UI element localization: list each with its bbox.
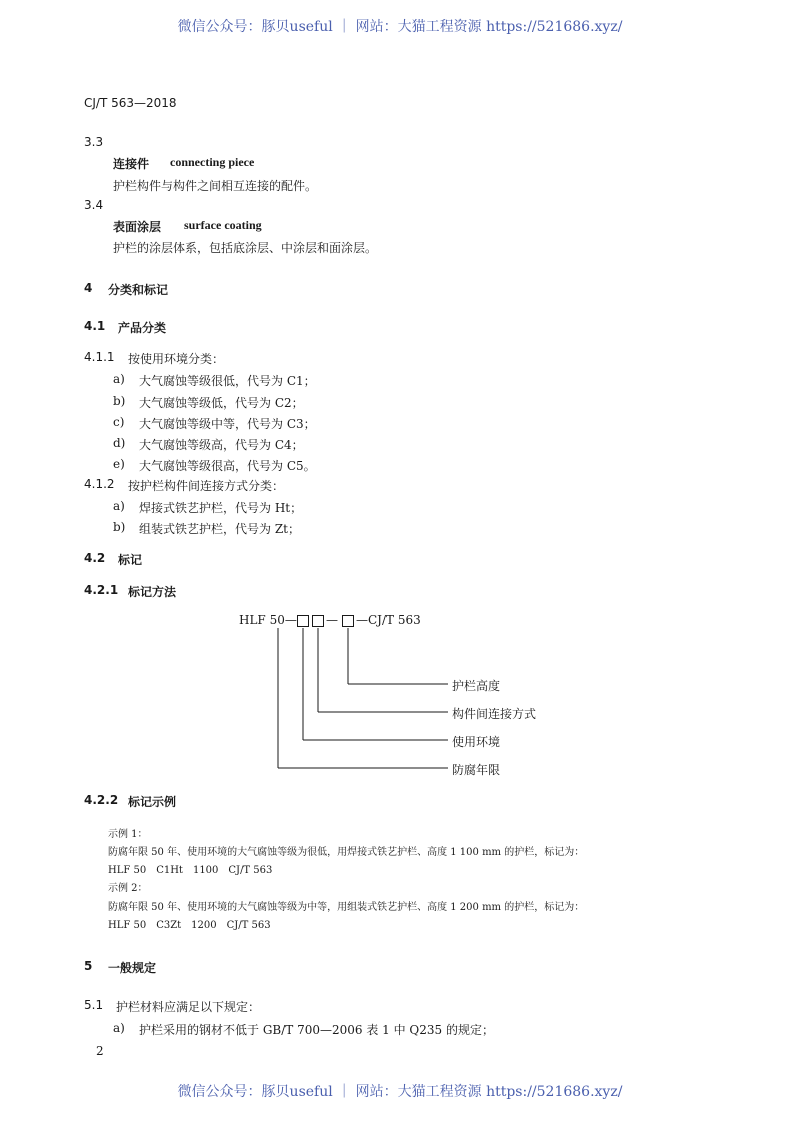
clause-4-1-2-number: 4.1.2 bbox=[84, 477, 115, 491]
term-surface-coating-en: surface coating bbox=[184, 218, 262, 232]
list-item-text: 组装式铁艺护栏，代号为 Zt； bbox=[139, 522, 300, 536]
list-item-text: 护栏采用的钢材不低于 GB/T 700—2006 表 1 中 Q235 的规定； bbox=[139, 1023, 494, 1037]
clause-5-1-title: 护栏材料应满足以下规定： bbox=[116, 1000, 261, 1014]
diagram-label-corrosion-years: 防腐年限 bbox=[452, 763, 501, 777]
list-item-text: 大气腐蚀等级高，代号为 C4； bbox=[139, 438, 304, 452]
diagram-suffix: —CJ/T 563 bbox=[356, 613, 421, 627]
list-item-mark: d) bbox=[113, 436, 126, 450]
clause-4-title: 分类和标记 bbox=[108, 283, 169, 297]
term-connecting-piece-cn: 连接件 bbox=[113, 157, 150, 171]
example-heading: 示例 2： bbox=[108, 883, 148, 894]
example-heading: 示例 1： bbox=[108, 829, 148, 840]
clause-4-2-number: 4.2 bbox=[84, 551, 106, 565]
clause-4-2-1-title: 标记方法 bbox=[128, 585, 177, 599]
diagram-label-height: 护栏高度 bbox=[452, 679, 501, 693]
list-item-text: 大气腐蚀等级很低，代号为 C1； bbox=[139, 374, 316, 388]
diagram-prefix: HLF 50— bbox=[239, 613, 297, 627]
list-item-text: 大气腐蚀等级很高，代号为 C5。 bbox=[139, 459, 316, 473]
list-item-text: 大气腐蚀等级中等，代号为 C3； bbox=[139, 417, 316, 431]
term-surface-coating-definition: 护栏的涂层体系，包括底涂层、中涂层和面涂层。 bbox=[113, 241, 378, 255]
example-code: HLF 50 C1Ht 1100 CJ/T 563 bbox=[108, 865, 273, 876]
example-description: 防腐年限 50 年、使用环境的大气腐蚀等级为中等，用组装式铁艺护栏、高度 1 200 mm 的护栏，标记为： bbox=[108, 902, 585, 913]
clause-4-2-2-title: 标记示例 bbox=[128, 795, 177, 809]
clause-4-1-1-title: 按使用环境分类： bbox=[128, 352, 225, 366]
clause-4-2-title: 标记 bbox=[118, 553, 143, 567]
example-code: HLF 50 C3Zt 1200 CJ/T 563 bbox=[108, 920, 271, 931]
list-item-mark: b) bbox=[113, 520, 126, 534]
clause-4-2-1-number: 4.2.1 bbox=[84, 583, 119, 597]
clause-3-3-number: 3.3 bbox=[84, 135, 104, 149]
diagram-dash: — bbox=[326, 613, 338, 627]
list-item-mark: a) bbox=[113, 1021, 125, 1035]
list-item-mark: a) bbox=[113, 372, 125, 386]
list-item-mark: a) bbox=[113, 499, 125, 513]
term-connecting-piece-definition: 护栏构件与构件之间相互连接的配件。 bbox=[113, 179, 318, 193]
diagram-label-environment: 使用环境 bbox=[452, 735, 501, 749]
list-item-text: 焊接式铁艺护栏，代号为 Ht； bbox=[139, 501, 303, 515]
diagram-label-connection: 构件间连接方式 bbox=[452, 707, 537, 721]
clause-4-1-2-title: 按护栏构件间连接方式分类： bbox=[128, 479, 285, 493]
clause-4-1-number: 4.1 bbox=[84, 319, 106, 333]
list-item-mark: b) bbox=[113, 394, 126, 408]
clause-5-number: 5 bbox=[84, 959, 93, 973]
term-connecting-piece-en: connecting piece bbox=[170, 155, 255, 169]
list-item-mark: c) bbox=[113, 415, 125, 429]
clause-4-number: 4 bbox=[84, 281, 93, 295]
example-description: 防腐年限 50 年、使用环境的大气腐蚀等级为很低，用焊接式铁艺护栏、高度 1 100 mm 的护栏，标记为： bbox=[108, 847, 585, 858]
watermark-top: 微信公众号：豚贝useful ｜ 网站：大猫工程资源 https://521686.xyz/ bbox=[177, 19, 623, 35]
clause-5-title: 一般规定 bbox=[108, 961, 157, 975]
list-item-mark: e) bbox=[113, 457, 125, 471]
clause-5-1-number: 5.1 bbox=[84, 998, 104, 1012]
standard-number: CJ/T 563—2018 bbox=[84, 96, 177, 110]
clause-3-4-number: 3.4 bbox=[84, 198, 104, 212]
clause-4-1-title: 产品分类 bbox=[118, 321, 167, 335]
page-number: 2 bbox=[96, 1044, 104, 1058]
list-item-text: 大气腐蚀等级低，代号为 C2； bbox=[139, 396, 304, 410]
term-surface-coating-cn: 表面涂层 bbox=[113, 220, 162, 234]
clause-4-2-2-number: 4.2.2 bbox=[84, 793, 119, 807]
clause-4-1-1-number: 4.1.1 bbox=[84, 350, 115, 364]
watermark-bottom: 微信公众号：豚贝useful ｜ 网站：大猫工程资源 https://521686.xyz/ bbox=[177, 1084, 623, 1100]
